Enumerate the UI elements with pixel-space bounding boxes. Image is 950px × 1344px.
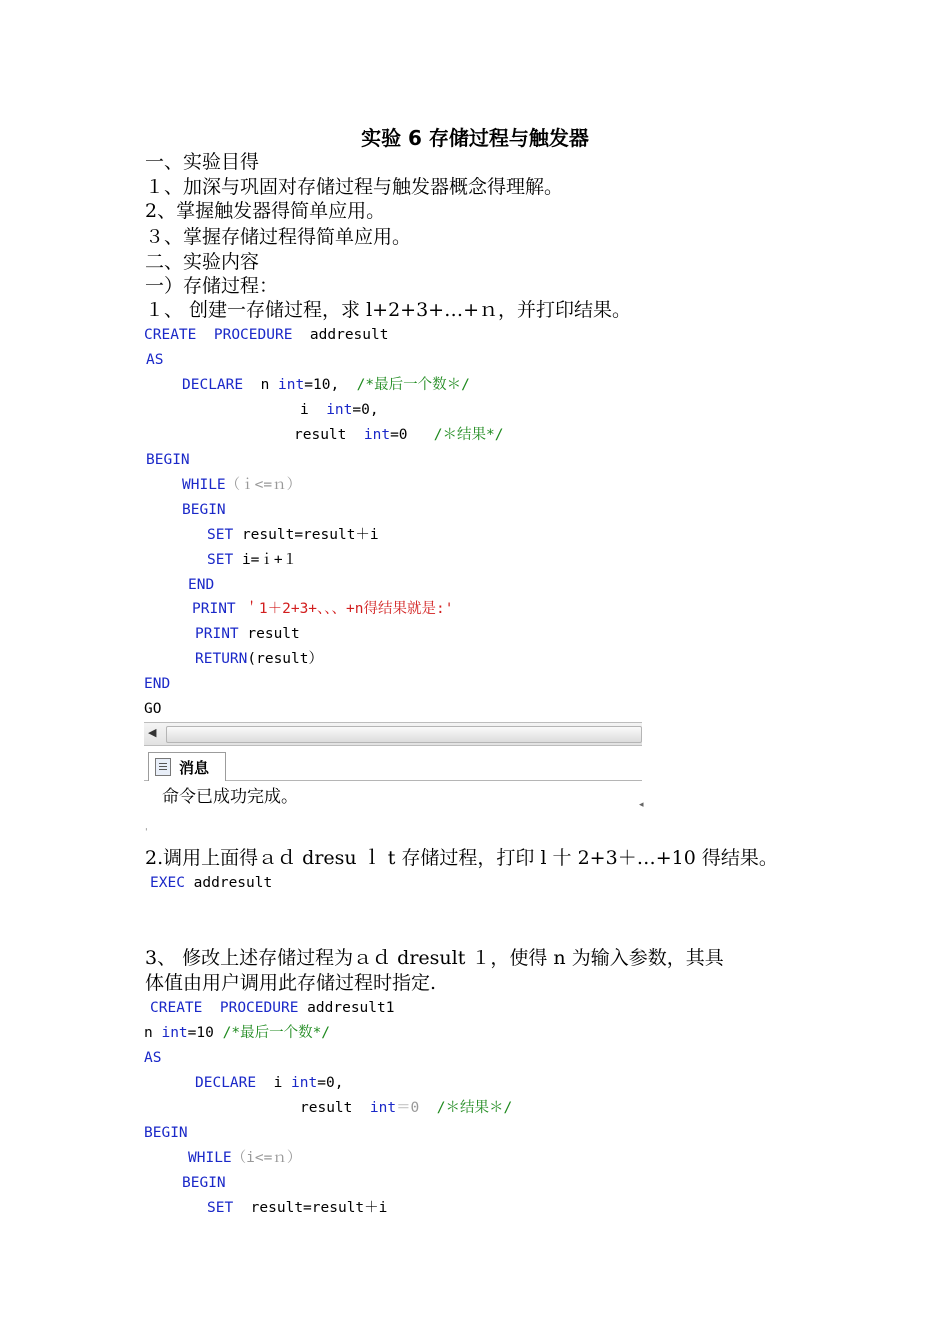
expression: result=result＋i [250,1200,388,1216]
keyword: GO [144,701,162,717]
identifier: addresult [309,327,389,343]
code-line [188,575,214,595]
task-3-line-1: 3、 修改上述存储过程为ａｄ dresult １，使得 n 为输入参数，其具 [145,947,724,969]
keyword: AS [146,352,164,368]
condition: （ｉ<=ｎ） [225,477,302,493]
code-line [192,599,453,619]
identifier: i [300,402,309,418]
expression: i=ｉ+１ [241,552,298,568]
keyword: SET [207,552,234,568]
horizontal-scrollbar[interactable] [144,722,642,746]
scroll-left-arrow-icon[interactable]: ◀ [148,726,157,739]
keyword: int [161,1025,188,1041]
code-line [207,550,297,570]
code-line [182,475,301,495]
code-line [195,1073,343,1093]
code-line [144,699,161,719]
keyword: CREATE [144,327,197,343]
identifier: result [247,626,300,642]
task-2: 2.调用上面得ａｄ dresu ｌ t 存储过程，打印 l 十 2+3＋…+10 得结果。 [145,847,778,869]
aim-item-1: １、加深与巩固对存储过程与触发器概念得理解。 [145,176,564,198]
keyword: BEGIN [144,1125,188,1141]
expression: (result） [247,651,323,667]
keyword: PROCEDURE [219,1000,299,1016]
identifier: result [294,427,347,443]
keyword: RETURN [195,651,248,667]
literal: =0, [352,402,379,418]
identifier: i [273,1075,283,1091]
code-line [300,1098,512,1118]
aim-item-3: ３、掌握存储过程得简单应用。 [145,226,412,248]
code-line [150,998,394,1018]
literal: =10 [187,1025,214,1041]
code-line [144,325,388,345]
condition: （i<=ｎ） [231,1150,302,1166]
result-screenshot [144,722,642,812]
literal: =10, [304,377,340,393]
result-tab-bar [144,752,642,781]
keyword: DECLARE [182,377,244,393]
keyword: SET [207,527,234,543]
keyword: BEGIN [182,1175,226,1191]
code-block-exec [150,873,272,893]
result-message: 命令已成功完成。 [162,787,298,807]
literal: =0 [390,427,408,443]
keyword: SET [207,1200,234,1216]
scrollbar-thumb[interactable] [166,726,642,743]
code-line [182,1173,226,1193]
keyword: int [326,402,353,418]
code-line [182,375,470,395]
page-title: 实验 6 存储过程与触发器 [361,126,589,150]
comment: /＊结果*/ [433,427,504,443]
marker-icon: ˌ [145,822,148,832]
tab-label: 消息 [179,759,210,777]
identifier: addresult1 [307,1000,395,1016]
identifier: n [144,1025,153,1041]
task-3-line-2: 体值由用户调用此存储过程时指定. [145,972,437,994]
marker-icon: ◂ [639,800,644,810]
code-line [144,1123,188,1143]
keyword: END [144,676,171,692]
keyword: END [188,577,215,593]
keyword: WHILE [188,1150,232,1166]
code-line [144,1023,330,1043]
code-line [146,450,190,470]
keyword: BEGIN [146,452,190,468]
code-line [182,500,226,520]
code-line [195,624,300,644]
keyword: int [291,1075,318,1091]
section-heading-aims: 一、实验目得 [145,151,260,173]
keyword: int [278,377,305,393]
code-line [144,674,170,694]
identifier: addresult [193,875,273,891]
keyword: DECLARE [195,1075,257,1091]
keyword: BEGIN [182,502,226,518]
code-line [195,649,323,669]
code-line [294,425,503,445]
literal: =0, [317,1075,344,1091]
expression: result=result＋i [241,527,379,543]
code-line [144,1048,161,1068]
comment: /*最后一个数*/ [222,1025,331,1041]
code-line [207,525,379,545]
keyword: WHILE [182,477,226,493]
message-icon [155,758,171,776]
keyword: PRINT [195,626,239,642]
keyword: PROCEDURE [213,327,293,343]
subsection-stored-procedures: 一）存储过程： [145,275,279,297]
literal: ＝0 [396,1100,420,1116]
code-line [188,1148,301,1168]
keyword: AS [144,1050,162,1066]
tab-messages[interactable] [148,752,226,781]
task-1: １、 创建一存储过程，求 l+2+3+…+ｎ，并打印结果。 [145,299,632,321]
section-heading-content: 二、实验内容 [145,251,260,273]
comment: /＊结果＊/ [436,1100,513,1116]
keyword: CREATE [150,1000,203,1016]
code-line [300,400,379,420]
string-literal: ＇1＋2+3+、、、+n得结果就是:' [244,601,454,617]
code-line [146,350,163,370]
code-line [207,1198,387,1218]
identifier: n [260,377,270,393]
keyword: int [363,427,391,443]
identifier: result [300,1100,353,1116]
keyword: EXEC [150,875,185,891]
comment: /*最后一个数＊/ [356,377,470,393]
keyword: PRINT [192,601,236,617]
aim-item-2: 2、掌握触发器得简单应用。 [145,200,386,222]
keyword: int [369,1100,397,1116]
